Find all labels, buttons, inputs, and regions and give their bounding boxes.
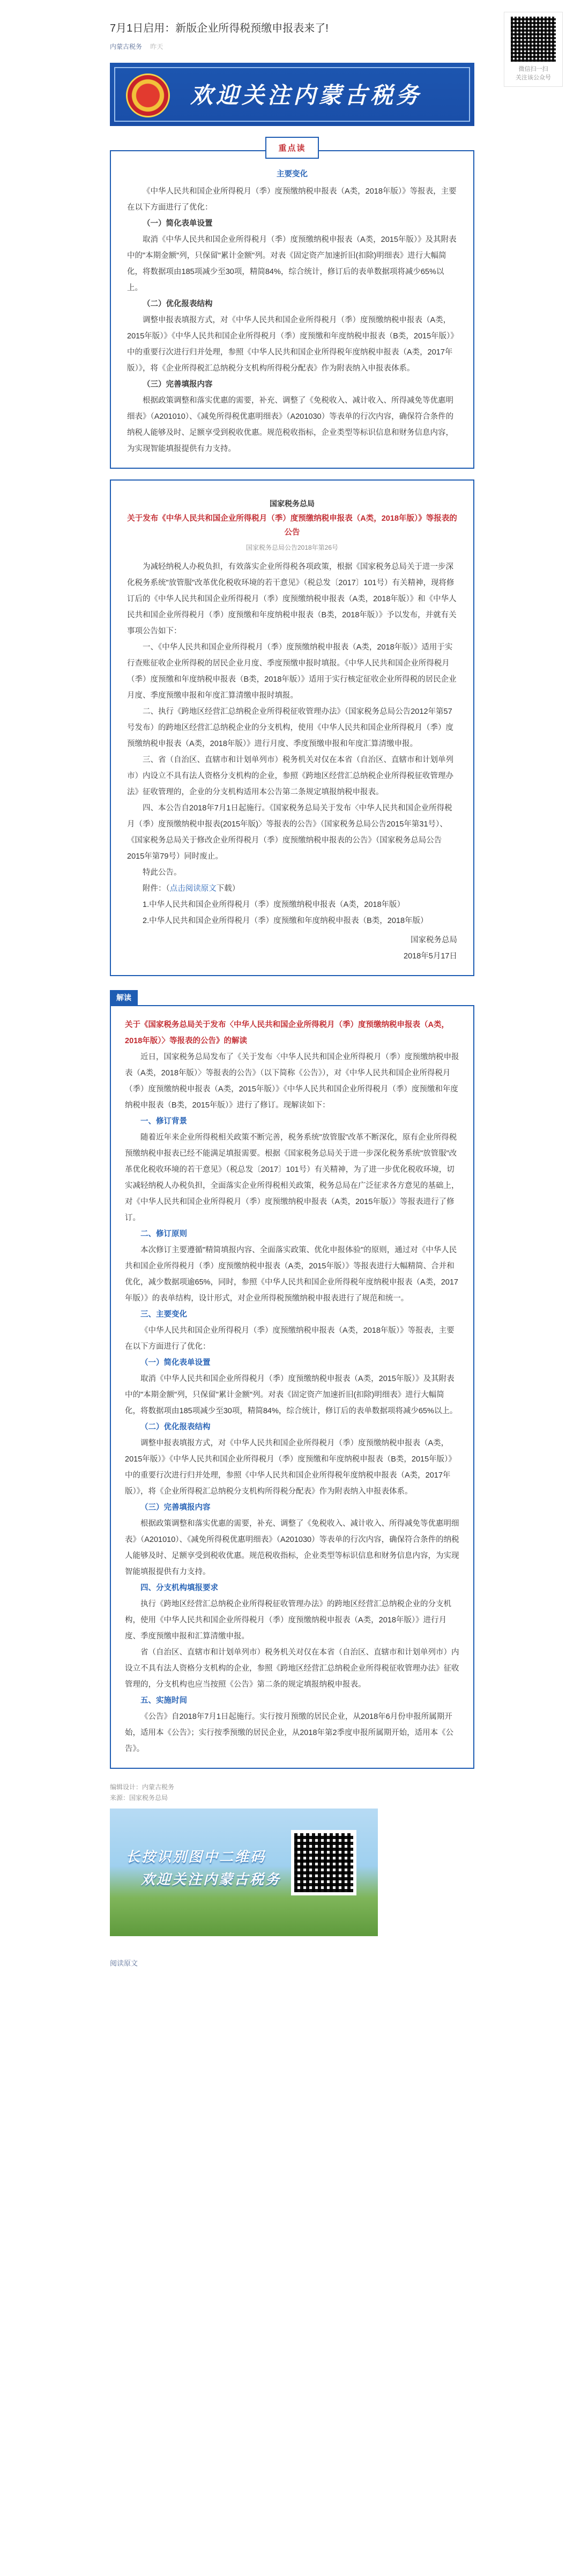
summary-box: 主要变化 《中华人民共和国企业所得税月（季）度预缴纳税申报表（A类，2018年版）》等报表，主要在以下方面进行了优化： （一）简化表单设置 取消《中华人民共和国企业所得税月（季）度预缴纳税申报表（A类，2015年版）》及其附表中的"本期金额"列，只保留"累计金额"列。对表《固定资产加速折旧(扣除)明细表》进行大幅简化，将数据项由185项减少至30项，精简84%，综合统计，修订后的表单数据项将减少65%以上。 （二）优化报表结构 调整申报表填报方式，对《中华人民共和国企业所得税月（季）度预缴纳税申报表（A类，2015年版）》《中华人民共和国企业所得税月（季）度预缴和年度纳税申报表（B类，2015年版）》中的重要行次进行归并处理，参照《中华人民共和国企业所得税年度纳税申报表（A类，2017年版）》，将《企业所得税汇总纳税分支机构所得税分配表》作为附表纳入申报表体系。 （三）完善填报内容 根据政策调整和落实优惠的需要，补充、调整了《免税收入、减计收入、所得减免等优惠明细表》（A201010）、《减免所得税优惠明细表》（A201030）等表单的行次内容，确保符合条件的纳税人能够及时、足额享受到税收优惠。规范税收指标，企业类型等标识信息和财务信息内容，为实现智能填报提供有力支持。 [110, 150, 474, 469]
jiedu-box: 关于《国家税务总局关于发布〈中华人民共和国企业所得税月（季）度预缴纳税申报表（A类，2018年版）〉等报表的公告》的解读 近日，国家税务总局发布了《关于发布〈中华人民共和国企业所得税月（季）度预缴纳税申报表（A类，2018年版）〉等报表的公告》（以下简称《公告》），对《中华人民共和国企业所得税月（季）度预缴纳税申报表（A类，2015年版）》《中华人民共和国企业所得税月（季）度预缴和年度纳税申报表（B类，2015年版）》进行了修订。现解读如下： 一、修订背景 随着近年来企业所得税相关政策不断完善，税务系统"放管服"改革不断深化，原有企业所得税预缴纳税申报表已经不能满足填报需要。根据《国家税务总局关于进一步深化税务系统"放管服"改革优化税收环境的若干意见》（税总发〔2017〕101号）有关精神，为了进一步优化税收环境，切实减轻纳税人办税负担，全面落实企业所得税相关政策，税务总局在广泛征求各方意见的基础上，对《中华人民共和国企业所得税月（季）度预缴纳税申报表（A类，2015年版）》等报表进行了修订。 二、修订原则 本次修订主要遵循"精简填报内容、全面落实政策、优化申报体验"的原则，通过对《中华人民共和国企业所得税月（季）度预缴纳税申报表（A类，2015年版）》等报表进行大幅精简、合并和优化，减少数据项逾65%，同时，参照《中华人民共和国企业所得税年度纳税申报表（A类，2017年版）》的表单结构，设计形式，对企业所得税预缴纳税申报表进行了规范和统一。 三、主要变化 《中华人民共和国企业所得税月（季）度预缴纳税申报表（A类，2018年版）》等报表，主要在以下方面进行了优化： （一）简化表单设置 取消《中华人民共和国企业所得税月（季）度预缴纳税申报表（A类，2015年版）》及其附表中的"本期金额"列，只保留"累计金额"列。对表《固定资产加速折旧(扣除)明细表》进行大幅简化，将数据项由185项减少至30项，精简84%，综合统计，修订后的表单数据项将减少65%以上。 （二）优化报表结构 调整申报表填报方式，对《中华人民共和国企业所得税月（季）度预缴纳税申报表（A类，2015年版）》《中华人民共和国企业所得税月（季）度预缴和年度纳税申报表（B类，2015年版）》中的重要行次进行归并处理，参照《中华人民共和国企业所得税年度纳税申报表（A类，2017年版）》，将《企业所得税汇总纳税分支机构所得税分配表》作为附表纳入申报表体系。 （三）完善填报内容 根据政策调整和落实优惠的需要，补充、调整了《免税收入、减计收入、所得减免等优惠明细表》（A201010）、《减免所得税优惠明细表》（A201030）等表单的行次内容，确保符合条件的纳税人能够及时、足额享受到税收优惠。规范税收指标，企业类型等标识信息和财务信息内容，为实现智能填报提供有力支持。 四、分支机构填报要求 执行《跨地区经营汇总纳税企业所得税征收管理办法》的跨地区经营汇总纳税企业的分支机构，使用《中华人民共和国企业所得税月（季）度预缴纳税申报表（A类，2018年版）》进行月度、季度预缴申报和汇算清缴申报。 省（自治区、直辖市和计划单列市）税务机关对仅在本省（自治区、直辖市和计划单列市）内设立不具有法人资格分支机构的企业，参照《跨地区经营汇总纳税企业所得税征收管理办法》征收管理的，分支机构也应当按照《公告》第二条的规定填报纳税申报表。 五、实施时间 《公告》自2018年7月1日起施行。实行按月预缴的居民企业，从2018年6月份申报所属期开始，适用本《公告》；实行按季预缴的居民企业，从2018年第2季度申报所属期开始，适用本《公告》。 [110, 1005, 474, 1769]
attachment-line: 附件：（点击阅读原文下载） [143, 884, 240, 893]
article-meta [110, 42, 474, 51]
notice-title: 关于发布《中华人民共和国企业所得税月（季）度预缴纳税申报表（A类，2018年版）》等报表的公告 [127, 514, 457, 537]
header-banner [110, 63, 474, 126]
account-link[interactable]: 内蒙古税务 [110, 43, 143, 50]
read-original-link[interactable]: 点击阅读原文 [169, 884, 217, 893]
poster-qr-code-icon[interactable] [291, 1830, 356, 1895]
publish-date: 昨天 [150, 43, 163, 50]
notice-date: 2018年5月17日 [404, 952, 457, 961]
jiedu-label: 解读 [110, 990, 138, 1005]
read-more-link[interactable]: 阅读原文 [110, 1959, 138, 1967]
footer-meta [110, 1782, 474, 1803]
notice-number: 国家税务总局公告2018年第26号 [245, 544, 339, 551]
follow-poster: 长按识别图中二维码 欢迎关注内蒙古税务 [110, 1809, 378, 1936]
tax-emblem-icon [126, 73, 170, 117]
summary-heading: 主要变化 [277, 170, 308, 179]
source-credit: 来源：国家税务总局 [110, 1794, 168, 1802]
notice-signature: 国家税务总局 [411, 936, 457, 944]
notice-org: 国家税务总局 [270, 499, 315, 508]
article-title: 7月1日启用：新版企业所得税预缴申报表来了! [110, 23, 329, 34]
side-qr-panel: 微信扫一扫 关注该公众号 [504, 12, 563, 87]
side-qr-code-icon[interactable] [511, 17, 556, 62]
editor-credit: 编辑设计：内蒙古税务 [110, 1783, 175, 1791]
notice-box: 国家税务总局 关于发布《中华人民共和国企业所得税月（季）度预缴纳税申报表（A类，2018年版）》等报表的公告 国家税务总局公告2018年第26号 为减轻纳税人办税负担，有效落实企业所得税各项政策，根据《国家税务总局关于进一步深化税务系统"放管服"改革优化税收环境的若干意见》（税总发〔2017〕101号）有关精神，现将修订后的《中华人民共和国企业所得税月（季）度预缴纳税申报表（A类，2018年版）》和《中华人民共和国企业所得税月（季）度预缴和年度纳税申报表（B类，2018年版）》予以发布，并就有关事项公告如下： 一、《中华人民共和国企业所得税月（季）度预缴纳税申报表（A类，2018年版）》适用于实行查账征收企业所得税的居民企业月度、季度预缴申报时填报。《中华人民共和国企业所得税月（季）度预缴和年度纳税申报表（B类，2018年版）》适用于实行核定征收企业所得税的居民企业月度、季度预缴申报和年度汇算清缴申报时填报。 二、执行《跨地区经营汇总纳税企业所得税征收管理办法》（国家税务总局公告2012年第57号发布）的跨地区经营汇总纳税企业的分支机构，使用《中华人民共和国企业所得税月（季）度预缴纳税申报表（A类，2018年版）》进行月度、季度预缴申报和年度汇算清缴申报。 三、省（自治区、直辖市和计划单列市）税务机关对仅在本省（自治区、直辖市和计划单列市）内设立不具有法人资格分支机构的企业，参照《跨地区经营汇总纳税企业所得税征收管理办法》征收管理的，企业的分支机构适用本公告第二条规定填报纳税申报表。 四、本公告自2018年7月1日起施行。《国家税务总局关于发布〈中华人民共和国企业所得税月（季）度预缴纳税申报表(2015年版)〉等报表的公告》（国家税务总局公告2015年第31号）、《国家税务总局关于修改企业所得税月（季）度预缴纳税申报表的公告》（国家税务总局公告2015年第79号）同时废止。 特此公告。 附件：（点击阅读原文下载） 1.中华人民共和国企业所得税月（季）度预缴纳税申报表（A类，2018年版） 2.中华人民共和国企业所得税月（季）度预缴和年度纳税申报表（B类，2018年版） 国家税务总局 2018年5月17日 [110, 479, 474, 976]
article [110, 0, 474, 1968]
banner-text: 欢迎关注内蒙古税务 [190, 82, 422, 108]
jiedu-title: 关于《国家税务总局关于发布〈中华人民共和国企业所得税月（季）度预缴纳税申报表（A类，2018年版）〉等报表的公告》的解读 [125, 1021, 449, 1045]
section-tag: 重点读 [110, 137, 474, 159]
